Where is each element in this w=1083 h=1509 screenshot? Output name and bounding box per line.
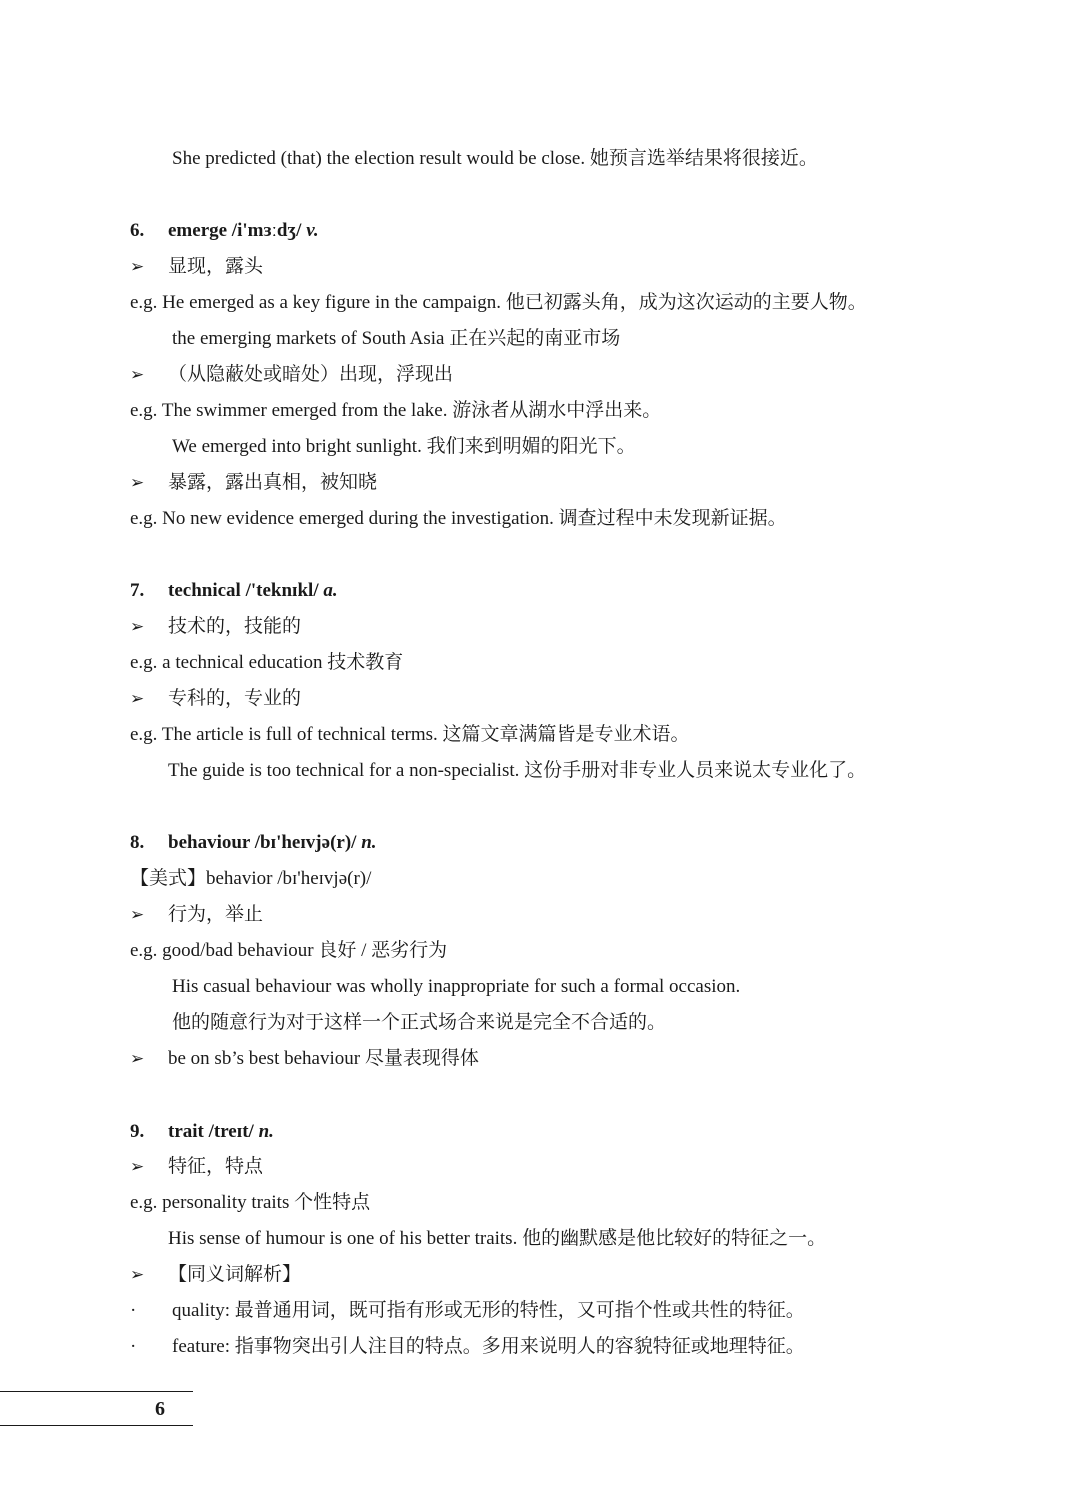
entry-headword bbox=[130, 831, 377, 855]
sense-line bbox=[130, 471, 377, 495]
example-line: e.g. a technical education 技术教育 bbox=[130, 652, 404, 673]
sense-text: be on sb’s best behaviour 尽量表现得体 bbox=[168, 1048, 479, 1069]
arrow-bullet-icon: ➢ bbox=[130, 1049, 145, 1069]
example-line: the emerging markets of South Asia 正在兴起的南亚市场 bbox=[172, 328, 621, 349]
part-of-speech: v. bbox=[306, 220, 319, 241]
example-line: 【美式】behavior /bɪ'heɪvjə(r)/ bbox=[130, 868, 372, 889]
arrow-bullet-icon: ➢ bbox=[130, 905, 145, 925]
arrow-bullet-icon: ➢ bbox=[130, 257, 145, 277]
sense-text: 技术的，技能的 bbox=[168, 616, 302, 637]
sense-line bbox=[130, 903, 263, 927]
example-line: His casual behaviour was wholly inappropriate for such a formal occasion. bbox=[172, 976, 741, 997]
sense-line bbox=[130, 687, 301, 711]
headword-phonetic: trait /treɪt/ bbox=[168, 1121, 259, 1142]
arrow-bullet-icon: ➢ bbox=[130, 689, 145, 709]
sense-text: 显现，露头 bbox=[168, 256, 264, 277]
sense-text: 专科的，专业的 bbox=[168, 688, 302, 709]
arrow-bullet-icon: ➢ bbox=[130, 473, 145, 493]
sense-line bbox=[130, 1155, 263, 1179]
footer-rule-top bbox=[0, 1391, 193, 1392]
sense-line bbox=[130, 1263, 301, 1287]
example-line: The guide is too technical for a non-specialist. 这份手册对非专业人员来说太专业化了。 bbox=[168, 760, 867, 781]
arrow-bullet-icon: ➢ bbox=[130, 1157, 145, 1177]
headword-phonetic: emerge /i'mɜːdʒ/ bbox=[168, 220, 307, 241]
arrow-bullet-icon: ➢ bbox=[130, 617, 145, 637]
part-of-speech: n. bbox=[258, 1121, 274, 1142]
sense-text: 【同义词解析】 bbox=[168, 1264, 302, 1285]
entry-number: 9. bbox=[130, 1121, 145, 1142]
example-line: His sense of humour is one of his better traits. 他的幽默感是他比较好的特征之一。 bbox=[168, 1228, 827, 1249]
synonym-item bbox=[130, 1299, 805, 1323]
synonym-text: quality: 最普通用词，既可指有形或无形的特性，又可指个性或共性的特征。 bbox=[172, 1300, 805, 1321]
headword-phonetic: technical /'teknɪkl/ bbox=[168, 580, 324, 601]
example-line: e.g. good/bad behaviour 良好 / 恶劣行为 bbox=[130, 940, 448, 961]
dot-bullet-icon: · bbox=[130, 1336, 137, 1357]
entry-number: 8. bbox=[130, 832, 145, 853]
sense-line bbox=[130, 615, 301, 639]
example-line: e.g. No new evidence emerged during the investigation. 调查过程中未发现新证据。 bbox=[130, 508, 787, 529]
footer-rule-bottom bbox=[0, 1425, 193, 1426]
example-line: 他的随意行为对于这样一个正式场合来说是完全不合适的。 bbox=[172, 1012, 667, 1033]
sense-text: 特征，特点 bbox=[168, 1156, 264, 1177]
arrow-bullet-icon: ➢ bbox=[130, 365, 145, 385]
sense-text: 暴露，露出真相，被知晓 bbox=[168, 472, 378, 493]
sense-text: 行为，举止 bbox=[168, 904, 264, 925]
entry-headword bbox=[130, 219, 319, 243]
sense-text: （从隐蔽处或暗处）出现，浮现出 bbox=[168, 364, 454, 385]
entry-headword bbox=[130, 1120, 274, 1144]
synonym-item bbox=[130, 1335, 805, 1359]
sense-line bbox=[130, 363, 453, 387]
sense-line bbox=[130, 1047, 479, 1071]
sense-line bbox=[130, 255, 263, 279]
dot-bullet-icon: · bbox=[130, 1300, 137, 1321]
synonym-text: feature: 指事物突出引人注目的特点。多用来说明人的容貌特征或地理特征。 bbox=[172, 1336, 805, 1357]
example-line: e.g. personality traits 个性特点 bbox=[130, 1192, 371, 1213]
example-line: e.g. He emerged as a key figure in the campaign. 他已初露头角，成为这次运动的主要人物。 bbox=[130, 292, 867, 313]
part-of-speech: n. bbox=[361, 832, 377, 853]
part-of-speech: a. bbox=[323, 580, 338, 601]
entry-headword bbox=[130, 579, 338, 603]
example-line: e.g. The article is full of technical terms. 这篇文章满篇皆是专业术语。 bbox=[130, 724, 690, 745]
example-line: She predicted (that) the election result would be close. 她预言选举结果将很接近。 bbox=[172, 148, 818, 169]
arrow-bullet-icon: ➢ bbox=[130, 1265, 145, 1285]
entry-number: 7. bbox=[130, 580, 145, 601]
entry-number: 6. bbox=[130, 220, 145, 241]
example-line: We emerged into bright sunlight. 我们来到明媚的阳光下。 bbox=[172, 436, 636, 457]
headword-phonetic: behaviour /bɪ'heɪvjə(r)/ bbox=[168, 832, 362, 853]
page-number: 6 bbox=[155, 1398, 165, 1420]
example-line: e.g. The swimmer emerged from the lake. 游泳者从湖水中浮出来。 bbox=[130, 400, 662, 421]
